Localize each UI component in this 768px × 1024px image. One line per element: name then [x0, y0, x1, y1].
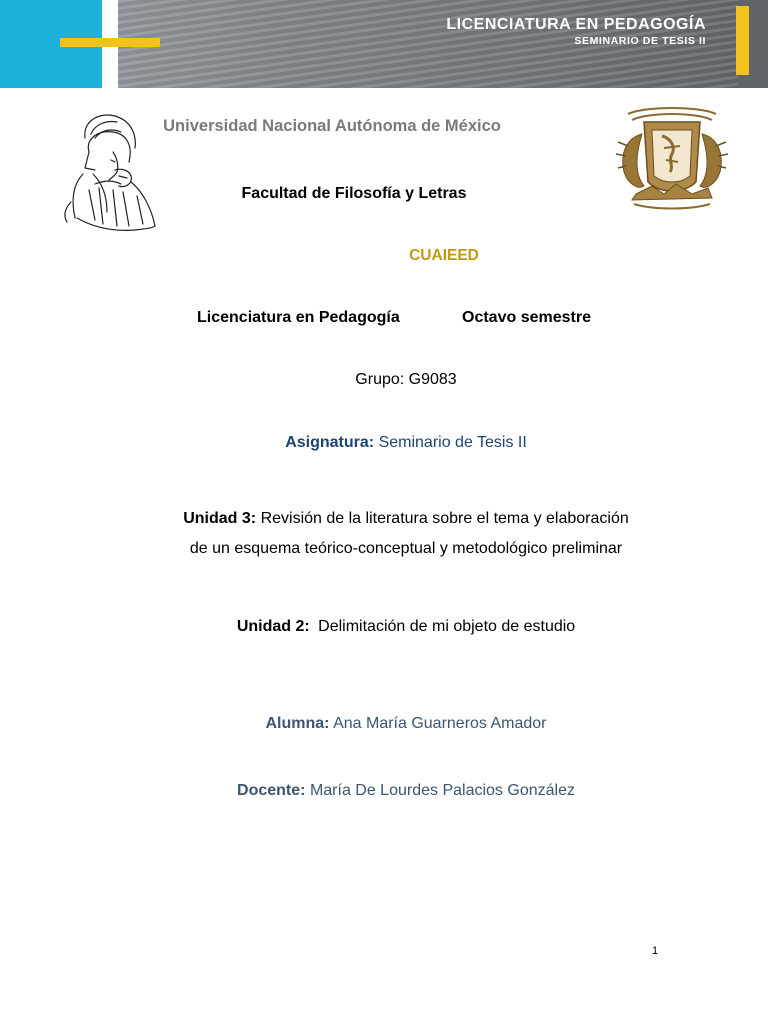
subject-value: Seminario de Tesis II [378, 434, 527, 451]
header-banner [0, 0, 768, 88]
faculty-name: Facultad de Filosofía y Letras [241, 185, 467, 202]
student-name: Ana María Guarneros Amador [333, 715, 547, 732]
teacher-name: María De Lourdes Palacios González [309, 782, 575, 799]
teacher-line [22, 782, 768, 800]
teacher-label: Docente: [237, 782, 306, 799]
unit3-label: Unidad 3: [183, 510, 257, 527]
unit3-title-part2: de un esquema teórico-conceptual y metodológico preliminar [189, 540, 623, 557]
degree-name: Licenciatura en Pedagogía [197, 309, 400, 326]
unit3-line1 [22, 510, 768, 528]
group-code: Grupo: G9083 [355, 371, 457, 388]
center-name: CUAIEED [409, 247, 479, 264]
page-number: 1 [652, 945, 659, 957]
unit2-label: Unidad 2: [236, 618, 310, 635]
semester: Octavo semestre [462, 309, 591, 326]
unit2-line [22, 618, 768, 636]
subject-label: Asignatura: [285, 434, 375, 451]
student-label: Alumna: [265, 715, 330, 732]
banner-yellow-stripe [736, 6, 749, 75]
unit2-title: Delimitación de mi objeto de estudio [318, 618, 576, 635]
student-line [22, 715, 768, 733]
banner-subtitle: SEMINARIO DE TESIS II [574, 35, 706, 47]
subject-line [22, 434, 768, 452]
banner-title: LICENCIATURA EN PEDAGOGÍA [446, 16, 706, 33]
unit3-title-part1: Revisión de la literatura sobre el tema y elaboración [260, 510, 629, 527]
banner-yellow-bar [60, 38, 160, 47]
university-name: Universidad Nacional Autónoma de México [163, 117, 501, 135]
